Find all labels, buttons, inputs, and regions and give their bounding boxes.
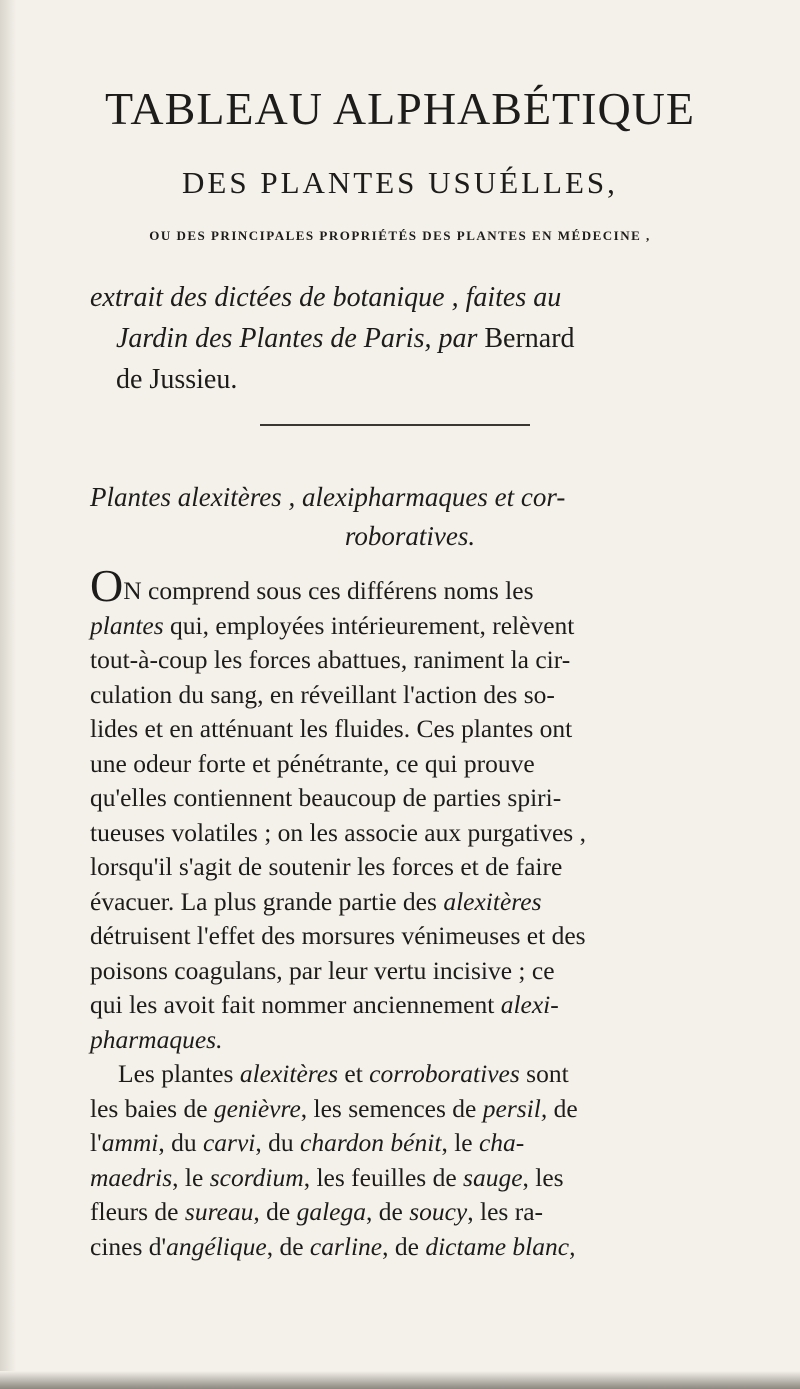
- text-run: , les: [522, 1162, 564, 1192]
- text-run: tueuses volatiles ; on les associe aux purgatives ,: [90, 817, 586, 847]
- text-run: cines d': [90, 1231, 167, 1261]
- italic-term: sureau: [184, 1197, 254, 1226]
- text-run: lides et en atténuant les fluides. Ces plantes ont: [90, 714, 573, 743]
- text-line: [90, 1161, 730, 1196]
- text-run: , du: [158, 1128, 203, 1157]
- text-run: fleurs de: [90, 1197, 185, 1226]
- text-line: [90, 678, 730, 713]
- text-run: poisons coagulans, par leur vertu incisive ; ce: [90, 955, 555, 985]
- italic-term: galega: [296, 1197, 366, 1226]
- text-line: [90, 560, 730, 611]
- section-heading-line: Plantes alexitères , alexipharmaques et cor-: [90, 482, 566, 512]
- italic-term: genièvre: [213, 1093, 301, 1123]
- text-line: [90, 885, 730, 920]
- italic-term: alexitères: [443, 886, 542, 916]
- subtitle-smallcaps: OU DES PRINCIPALES PROPRIÉTÉS DES PLANTES EN MÉDECINE ,: [149, 228, 651, 243]
- page-gutter-shadow: [0, 0, 16, 1389]
- italic-term: carvi: [202, 1128, 256, 1157]
- italic-term: angélique: [166, 1231, 267, 1261]
- text-run: et: [338, 1059, 370, 1088]
- text-run: les baies de: [90, 1093, 214, 1123]
- text-line: [90, 1126, 730, 1161]
- extract-line: de Jussieu.: [116, 364, 238, 395]
- text-run: de: [547, 1093, 578, 1123]
- italic-term: carline: [309, 1231, 383, 1261]
- drop-cap: O: [90, 560, 124, 611]
- text-run: qui, employées intérieurement, relèvent: [163, 610, 575, 640]
- text-line: [90, 816, 730, 851]
- page-bottom-shadow: [0, 1371, 800, 1389]
- italic-term: dictame blanc,: [425, 1231, 576, 1261]
- text-run: l': [90, 1128, 102, 1157]
- section-heading: [90, 478, 730, 556]
- text-run: sont: [519, 1059, 569, 1088]
- text-run: lorsqu'il s'agit de soutenir les forces et de faire: [90, 852, 563, 881]
- section-heading-line: roboratives.: [344, 521, 476, 551]
- italic-term: plantes: [90, 610, 164, 640]
- extract-author: Bernard: [484, 323, 575, 354]
- text-run: , les feuilles de: [303, 1162, 464, 1192]
- text-run: qui les avoit fait nommer anciennement: [90, 990, 501, 1019]
- text-line: [90, 609, 730, 644]
- text-line: [90, 988, 730, 1023]
- italic-term: soucy: [409, 1197, 468, 1226]
- text-run: , les semences de: [300, 1093, 483, 1123]
- section-divider: [260, 424, 530, 426]
- text-line: [90, 643, 730, 678]
- text-run: , les ra-: [467, 1197, 544, 1226]
- text-line: [90, 781, 730, 816]
- text-line: [90, 954, 730, 989]
- text-run: , de: [253, 1197, 297, 1226]
- text-run: Les plantes: [118, 1059, 240, 1088]
- text-run: , le: [441, 1128, 479, 1157]
- text-run: , de: [365, 1197, 410, 1226]
- text-line: [90, 1092, 730, 1127]
- text-run: , du: [255, 1128, 301, 1157]
- italic-term: alexitères: [239, 1059, 338, 1088]
- page-title: TABLEAU ALPHABÉTIQUE: [105, 83, 695, 134]
- italic-term: cha-: [478, 1128, 525, 1157]
- extract-line: extrait des dictées de botanique , faites au: [90, 282, 562, 313]
- text-run: une odeur forte et pénétrante, ce qui prouve: [90, 748, 535, 778]
- text-run: détruisent l'effet des morsures vénimeuses et des: [90, 921, 586, 950]
- paragraph-1: [90, 560, 730, 1057]
- text-run: qu'elles contiennent beaucoup de parties spiri-: [90, 783, 562, 812]
- text-line: [90, 850, 730, 885]
- italic-term: pharmaques.: [90, 1024, 223, 1054]
- italic-term: persil,: [482, 1093, 548, 1123]
- italic-term: corroboratives: [369, 1059, 520, 1088]
- italic-term: alexi-: [500, 990, 559, 1019]
- text-line: [90, 1230, 730, 1265]
- extract-note: [90, 277, 730, 400]
- text-run: , le: [172, 1162, 210, 1192]
- text-line: [90, 747, 730, 782]
- paragraph-2: [90, 1057, 730, 1264]
- text-line: [90, 712, 730, 747]
- text-line: [90, 919, 730, 954]
- text-line: [90, 1023, 730, 1058]
- text-run: , de: [266, 1231, 310, 1261]
- italic-term: chardon bénit: [300, 1128, 442, 1157]
- page-subtitle: DES PLANTES USUÉLLES,: [182, 165, 618, 200]
- extract-line: [90, 318, 730, 359]
- text-line: [90, 1195, 730, 1230]
- text-run: , de: [382, 1231, 426, 1261]
- italic-term: ammi: [101, 1128, 159, 1157]
- text-run: culation du sang, en réveillant l'action des so-: [90, 679, 555, 709]
- text-run: tout-à-coup les forces abattues, raniment la cir-: [90, 645, 571, 674]
- italic-term: maedris: [90, 1162, 173, 1192]
- text-run: évacuer. La plus grande partie des: [90, 886, 444, 916]
- text-run: N comprend sous ces différens noms les: [123, 576, 534, 605]
- text-line: [90, 1057, 730, 1092]
- italic-term: sauge: [463, 1162, 523, 1192]
- italic-term: scordium: [209, 1162, 304, 1192]
- extract-line-text: Jardin des Plantes de Paris, par: [116, 323, 478, 354]
- body-text: [90, 560, 730, 1264]
